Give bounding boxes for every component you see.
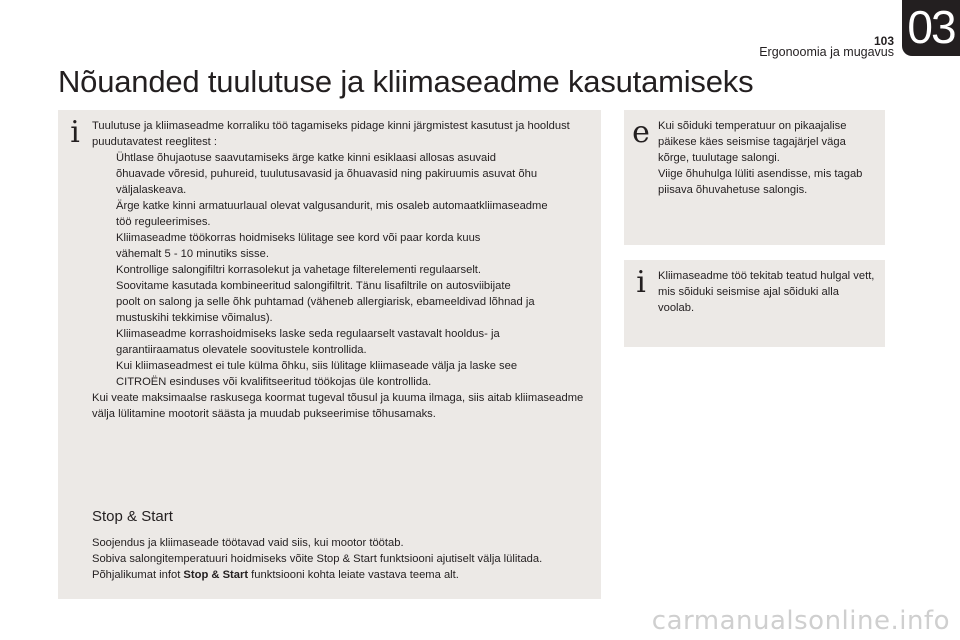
stop-start-line-1: Soojendus ja kliimaseade töötavad vaid siis, kui mootor töötab.	[92, 537, 404, 549]
stop-start-line-3-bold: Stop & Start	[183, 569, 249, 581]
eco-tip-text-a: Kui sõiduki temperatuur on pikaajalise päikese käes seismise tagajärjel väga kõrge, tuulutage salongi.	[658, 120, 847, 164]
list-item-line: CITROËN esinduses või kvalifitseeritud töökojas üle kontrollida.	[116, 376, 432, 388]
info-icon: i	[636, 265, 646, 300]
eco-icon: e	[632, 115, 650, 150]
list-item-line: Kliimaseadme korrashoidmiseks laske seda regulaarselt vastavalt hooldus- ja	[116, 328, 500, 340]
section-title: Ergonoomia ja mugavus	[759, 45, 894, 59]
list-item	[92, 198, 593, 230]
water-info-box	[624, 260, 885, 347]
stop-start-line-3-prefix: Põhjalikumat infot	[92, 569, 184, 581]
stop-start-line-3-suffix: funktsiooni kohta leiate vastava teema alt.	[248, 569, 459, 581]
list-item-line: Kliimaseadme töökorras hoidmiseks lülitage see kord või paar korda kuus	[116, 232, 481, 244]
chapter-tab: 03	[902, 0, 960, 56]
stop-start-line-2: Sobiva salongitemperatuuri hoidmiseks võite Stop & Start funktsiooni ajutiselt välja lülitada.	[92, 553, 543, 565]
list-item-line: Kontrollige salongifiltri korrasolekut ja vahetage filterelementi regulaarselt.	[116, 264, 482, 276]
list-item-line: Ärge katke kinni armatuurlaual olevat valgusandurit, mis osaleb automaatkliimaseadme	[116, 200, 548, 212]
list-item	[92, 230, 593, 262]
list-item-line: väljalaskeava.	[116, 184, 187, 196]
list-item-line: mustuskihi tekkimise võimalus).	[116, 312, 273, 324]
list-item-line: vähemalt 5 - 10 minutiks sisse.	[116, 248, 269, 260]
list-item-line: töö reguleerimises.	[116, 216, 211, 228]
list-item-line: Soovitame kasutada kombineeritud salongifiltrit. Tänu lisafiltrile on autosviibijate	[116, 280, 511, 292]
list-item-line: garantiiraamatus olevatele soovitustele kontrollida.	[116, 344, 367, 356]
list-item	[92, 326, 593, 358]
list-item	[92, 262, 593, 326]
intro-text: Tuulutuse ja kliimaseadme korraliku töö tagamiseks pidage kinni järgmistest kasutust ja hooldust puudutavatest reeglitest :	[92, 120, 570, 148]
eco-tip-text-b: Viige õhuhulga lüliti asendisse, mis tagab piisava õhuvahetuse salongis.	[658, 168, 863, 196]
eco-tip-box	[624, 110, 885, 245]
page-number: 103	[873, 34, 894, 48]
water-info-text: Kliimaseadme töö tekitab teatud hulgal vett, mis sõiduki seismise ajal sõiduki alla voolab.	[658, 270, 875, 314]
main-info-box	[58, 110, 601, 599]
stop-start-line-3	[92, 567, 593, 583]
list-item-line: Kui kliimaseadmest ei tule külma õhku, siis lülitage kliimaseade välja ja laske see	[116, 360, 518, 372]
page-title: Nõuanded tuulutuse ja kliimaseadme kasutamiseks	[58, 64, 754, 99]
advice-list	[92, 150, 593, 390]
watermark: carmanualsonline.info	[651, 606, 950, 636]
list-item-line: poolt on salong ja selle õhk puhtamad (väheneb allergiarisk, ebameeldivad lõhnad ja	[116, 296, 535, 308]
list-item	[92, 358, 593, 390]
stop-start-heading: Stop & Start	[92, 508, 173, 525]
info-icon: i	[70, 115, 80, 150]
list-item-line: Ühtlase õhujaotuse saavutamiseks ärge katke kinni esiklaasi allosas asuvaid	[116, 152, 496, 164]
list-item	[92, 150, 593, 198]
list-item-line: õhuavade võresid, puhureid, tuulutusavasid ja õhuavasid ning pakiruumis asuvat õhu	[116, 168, 538, 180]
closing-text: Kui veate maksimaalse raskusega koormat tugeval tõusul ja kuuma ilmaga, siis aitab kliimaseadme välja lülitamine mootorit säästa ja muudab pukseerimise tõhusamaks.	[92, 392, 584, 420]
